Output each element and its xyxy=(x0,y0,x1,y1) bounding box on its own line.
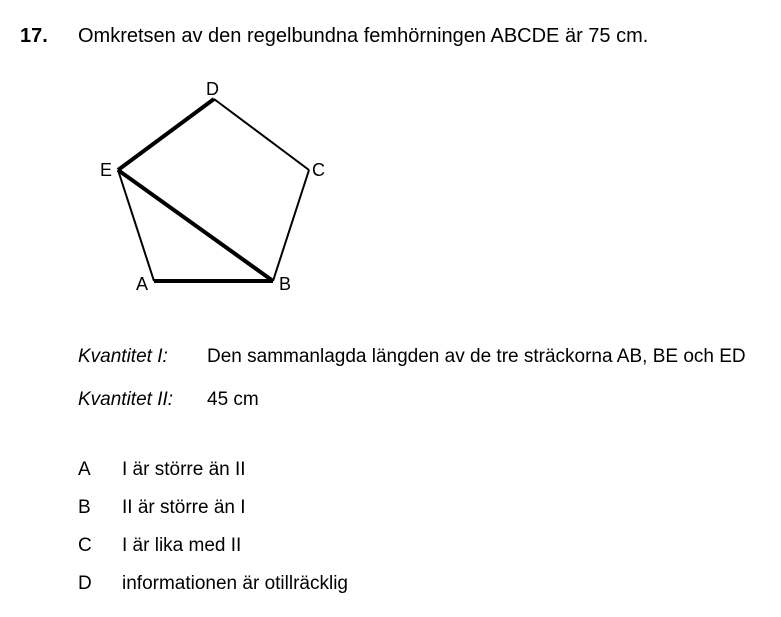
segment-ed xyxy=(118,99,214,170)
vertex-label-a: A xyxy=(136,274,149,294)
segment-be xyxy=(118,170,273,281)
option-b-letter: B xyxy=(78,497,91,518)
vertex-label-b: B xyxy=(279,274,292,294)
side-bc xyxy=(273,170,309,281)
option-c-letter: C xyxy=(78,535,92,556)
quantity-ii-description: 45 cm xyxy=(207,389,259,410)
option-b-text: II är större än I xyxy=(122,497,246,518)
option-d-letter: D xyxy=(78,573,92,594)
question-number: 17. xyxy=(20,25,48,47)
vertex-label-e: E xyxy=(100,160,113,180)
quantity-i-label: Kvantitet I: xyxy=(78,346,168,367)
option-d-text: informationen är otillräcklig xyxy=(122,573,348,594)
side-cd xyxy=(214,99,309,170)
option-a-text: I är större än II xyxy=(122,459,246,480)
vertex-label-c: C xyxy=(312,160,325,180)
quantity-ii-label: Kvantitet II: xyxy=(78,389,174,410)
option-c-text: I är lika med II xyxy=(122,535,242,556)
vertex-label-d: D xyxy=(206,79,219,99)
quantity-i-description: Den sammanlagda längden av de tre sträckorna AB, BE och ED xyxy=(207,346,746,367)
option-a-letter: A xyxy=(78,459,91,480)
side-ea xyxy=(118,170,154,281)
question-text: Omkretsen av den regelbundna femhörningen ABCDE är 75 cm. xyxy=(78,25,649,47)
